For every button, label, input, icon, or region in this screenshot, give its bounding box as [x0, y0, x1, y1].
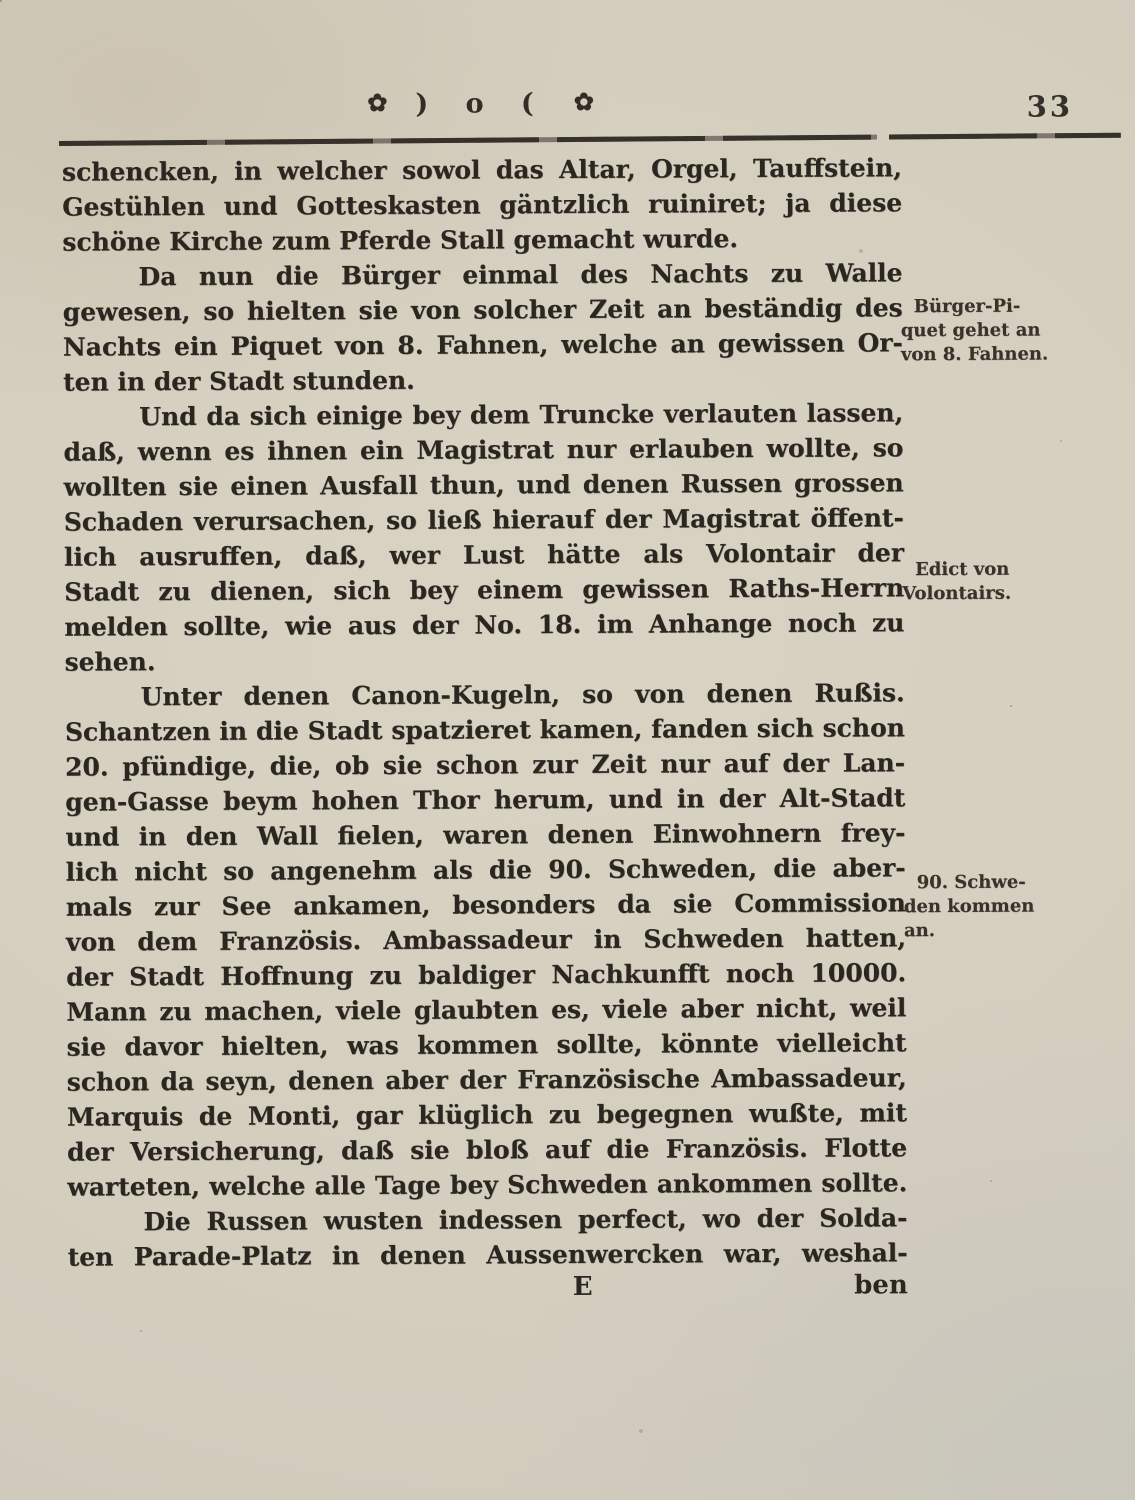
text-line: Marquis de Monti, gar klüglich zu begegnen wußte, mit [66, 1098, 907, 1132]
text-line: ten in der Stadt stunden. [62, 365, 415, 397]
paragraph [62, 150, 903, 259]
margin-note [902, 557, 1130, 606]
text-line: Schaden verursachen, so ließ hierauf der Magistrat öffent- [63, 503, 904, 537]
catchword: ben [854, 1270, 908, 1301]
text-line: Gestühlen und Gotteskasten gäntzlich ruiniret; ja diese [62, 188, 903, 222]
text-line: Stadt zu dienen, sich bey einem gewissen Raths-Herrn [64, 573, 905, 607]
text-line: Nachts ein Piquet von 8. Fahnen, welche an gewissen Or- [62, 328, 903, 362]
text-line: gen-Gasse beym hohen Thor herum, und in der Alt-Stadt [65, 783, 906, 817]
text-line: der Stadt Hoffnung zu baldiger Nachkunfft noch 10000. [66, 958, 907, 992]
margin-note-line: den kommen [903, 895, 1035, 918]
text-line: melden sollte, wie aus der No. 18. im Anhange noch zu [64, 608, 905, 642]
margin-note-line: quet gehet an [900, 319, 1041, 342]
text-line: Und da sich einige bey dem Truncke verlauten lassen, [139, 398, 904, 432]
header-rule [59, 133, 1121, 146]
page-number: 33 [1026, 89, 1074, 124]
fleuron-left-icon: ✿ [367, 87, 390, 118]
paragraph [62, 255, 903, 399]
margin-note-line: 90. Schwe- [916, 871, 1026, 894]
margin-note-line: Bürger-Pi- [913, 295, 1021, 318]
paragraph [67, 1200, 907, 1274]
signature-mark: E [572, 1271, 593, 1302]
paper-speckles [0, 0, 2, 2]
fleuron-right-icon: ✿ [573, 86, 596, 116]
margin-note [901, 294, 1129, 367]
text-line: sie davor hielten, was kommen sollte, könnte vielleicht [66, 1028, 907, 1062]
text-line: gewesen, so hielten sie von solcher Zeit an beständig des [62, 293, 903, 327]
paragraph [65, 675, 908, 1204]
text-line: sehen. [64, 647, 156, 677]
text-line: schon da seyn, denen aber der Französische Ambassadeur, [66, 1063, 907, 1097]
text-line: Mann zu machen, viele glaubten es, viele aber nicht, weil [66, 993, 907, 1027]
text-line: ten Parade-Platz in denen Aussenwercken war, weshal- [67, 1238, 908, 1272]
body-text [62, 150, 908, 1274]
footer-line [68, 1270, 908, 1314]
text-line: warteten, welche alle Tage bey Schweden ankommen sollte. [67, 1168, 908, 1202]
text-line: mals zur See ankamen, besonders da sie Commission [65, 888, 906, 922]
text-line: Die Russen wusten indessen perfect, wo der Solda- [143, 1203, 908, 1237]
margin-note-line: Volontairs. [902, 582, 1012, 605]
text-line: von dem Französis. Ambassadeur in Schweden hatten, [65, 923, 907, 957]
text-line: Schantzen in die Stadt spatzieret kamen, fanden sich schon [64, 713, 905, 747]
text-line: wollten sie einen Ausfall thun, und denen Russen grossen [63, 468, 904, 502]
text-line: und in den Wall fielen, waren denen Einwohnern frey- [65, 818, 906, 852]
paragraph [63, 395, 904, 679]
text-line: daß, wenn es ihnen ein Magistrat nur erlauben wollte, so [63, 433, 904, 467]
header-ornament-center: ) o ( [415, 88, 548, 120]
text-line: 20. pfündige, die, ob sie schon zur Zeit nur auf der Lan- [65, 748, 906, 782]
header-ornament [62, 86, 902, 121]
margin-note-line: Edict von [915, 558, 1010, 581]
margin-note [904, 870, 1132, 943]
text-line: Unter denen Canon-Kugeln, so von denen Rußis. [140, 678, 905, 712]
text-line: lich ausruffen, daß, wer Lust hätte als Volontair der [63, 538, 905, 572]
margin-note-line: an. [903, 920, 936, 942]
text-line: Da nun die Bürger einmal des Nachts zu Walle [138, 258, 903, 292]
margin-note-line: von 8. Fahnen. [900, 343, 1049, 366]
text-line: schöne Kirche zum Pferde Stall gemacht wurde. [62, 224, 739, 257]
text-line: der Versicherung, daß sie bloß auf die Französis. Flotte [67, 1133, 908, 1167]
text-line: lich nicht so angenehm als die 90. Schweden, die aber- [65, 853, 906, 887]
text-line: schencken, in welcher sowol das Altar, Orgel, Tauffstein, [61, 153, 903, 187]
